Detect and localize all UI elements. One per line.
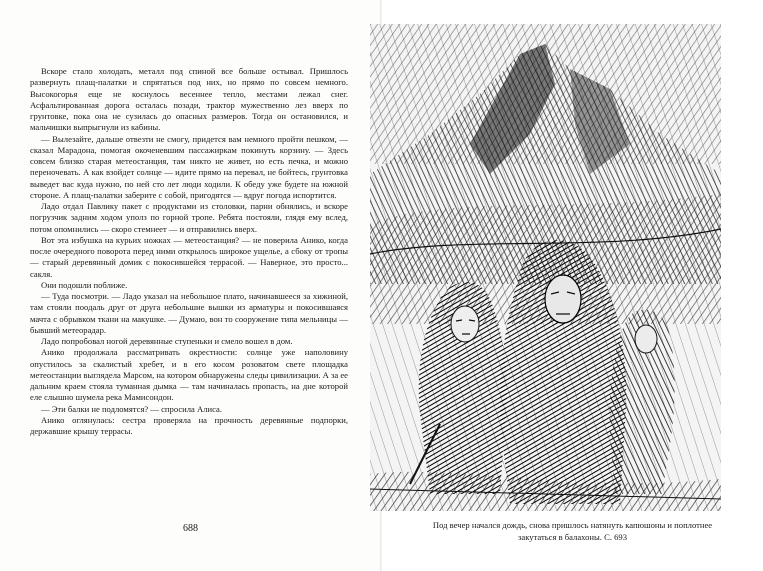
paragraph: Ладо попробовал ногой деревянные ступеньки и смело вошел в дом. <box>41 336 293 346</box>
illustration-caption <box>382 519 763 543</box>
paragraph: Вот эта избушка на курьих ножках — метеостанция? — не поверила Анико, когда после очередного поворота перед ними открылось широкое ущелье, а сбоку от тропы — старый деревянный домик с покосившейся террасой. — Наверное, это просто... сакля. <box>30 234 348 279</box>
paragraph: Анико продолжала рассматривать окрестности: солнце уже наполовину опустилось за скалистый хребет, и в его косом розоватом свете площадка метеостанции выглядела Марсом, на котором обнаружены следы цивилизации. А за ее дальним краем стояла туманная дымка — там начиналась пропасть, на дне которой еле слышно шумела река Мамисондон. <box>30 347 348 403</box>
ink-illustration <box>370 24 721 511</box>
body-text <box>30 66 348 437</box>
caption-line: Под вечер начался дождь, снова пришлось натянуть капюшоны и поплотнее <box>432 520 713 530</box>
paragraph: — Туда посмотри. — Ладо указал на небольшое плато, начинавшееся за хижиной, там стояли поодаль друг от друга небольшие вышки из арматуры и покосившаяся мачта с обрывком ткани на макушке. — Думаю, вон то сооружение типа мельницы — бывший метеорадар. <box>30 291 348 335</box>
page-number: 688 <box>183 523 198 534</box>
caption-line: закутаться в балахоны. С. 693 <box>517 532 628 542</box>
paragraph: Вскоре стало холодать, металл под спиной все больше остывал. Пришлось развернуть плащ-палатки и спрятаться под них, но прямо по совсем немного. Высокогорья еще не коснулось весеннее тепло, местами лежал снег. Асфальтированная дорога осталась позади, трактор мужественно лез вверх по грунтовке, пока она не сузилась до опасных размеров. Тогда он остановился, и мальчишки выпрыгнули из кабины. <box>30 66 348 133</box>
paragraph: Анико оглянулась: сестра проверяла на прочность деревянные подпорки, державшие крышу террасы. <box>30 414 348 436</box>
paragraph: Ладо отдал Павлику пакет с продуктами из столовки, парни обнялись, и вскоре погрузчик задним ходом уполз по горной тропе. Ребята постояли, глядя ему вслед, потом опомнились — скоро стемнеет — и отправились вверх. <box>30 201 348 234</box>
paragraph: Они подошли поближе. <box>41 279 128 290</box>
paragraph: — Эти балки не подломятся? — спросила Алиса. <box>41 403 222 414</box>
left-page <box>0 0 381 571</box>
paragraph: — Вылезайте, дальше отвезти не смогу, придется вам немного пройти пешком, — сказал Марадона, помогая окоченевшим пассажиркам покинуть корзину. — Здесь совсем близко старая метеостанция, там никто не живет, но есть печка, и можно переночевать. А как взойдет солнце — идите прямо на перевал, не бойтесь, грунтовка выведет вас куда нужно, по ней сто лет люди ходили. К обеду уже будете на южной стороне. А плащ-палатки заберите с собой, пригодятся — вдруг погода испортится. <box>30 133 348 200</box>
